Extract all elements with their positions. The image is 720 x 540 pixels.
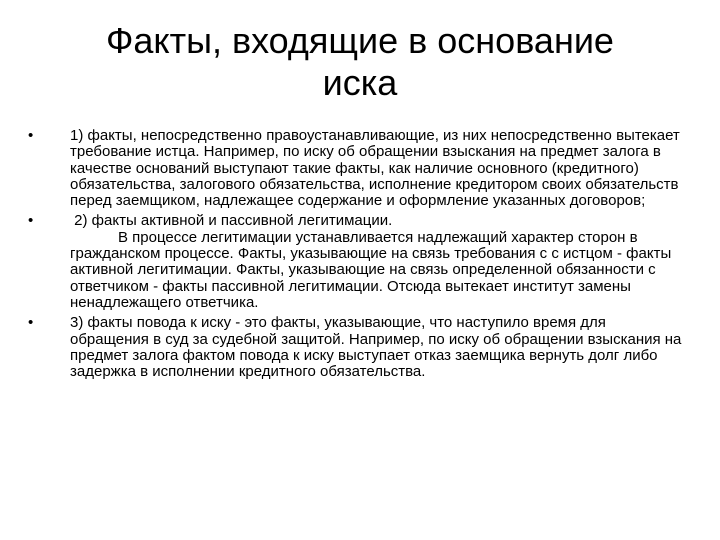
list-item-text: 2) факты активной и пассивной легитимации. <box>70 212 393 230</box>
title-line-2: иска <box>322 62 398 103</box>
title-line-1: Факты, входящие в основание <box>106 20 614 61</box>
list-item-text: 3) факты повода к иску - это факты, указывающие, что наступило время для обращения в суд за судебной защитой. Например, по иску об обращении взыскания на предмет залога фактом повода к иску выступает отказ заемщика вернуть долг либо задержка в исполнении кредитного обязательства. <box>70 314 682 381</box>
list-item <box>28 315 688 380</box>
slide-title <box>60 20 660 104</box>
list-item-text: 1) факты, непосредственно правоустанавливающие, из них непосредственно вытекает требование истца. Например, по иску об обращении взыскания на предмет залога в качестве оснований выступают такие факты, как наличие основного (кредитного) обязательства, залогового обязательства, исполнение кредитором своих обязательств перед заемщиком, надлежащее содержание и оформление указанных договоров; <box>70 127 680 210</box>
bullet-icon: • <box>28 212 34 230</box>
bullet-list <box>28 128 688 384</box>
list-item <box>28 128 688 209</box>
list-item-continuation: В процессе легитимации устанавливается надлежащий характер сторон в гражданском процессе. Факты, указывающие на связь требования с с истцом - факты активной легитимации. Факты, указывающие на связь определенной обязанности с ответчиком - факты пассивной легитимации. Отсюда вытекает институт замены ненадлежащего ответчика. <box>70 228 672 311</box>
bullet-icon: • <box>28 127 34 144</box>
list-item <box>28 213 688 311</box>
bullet-icon: • <box>28 314 34 332</box>
